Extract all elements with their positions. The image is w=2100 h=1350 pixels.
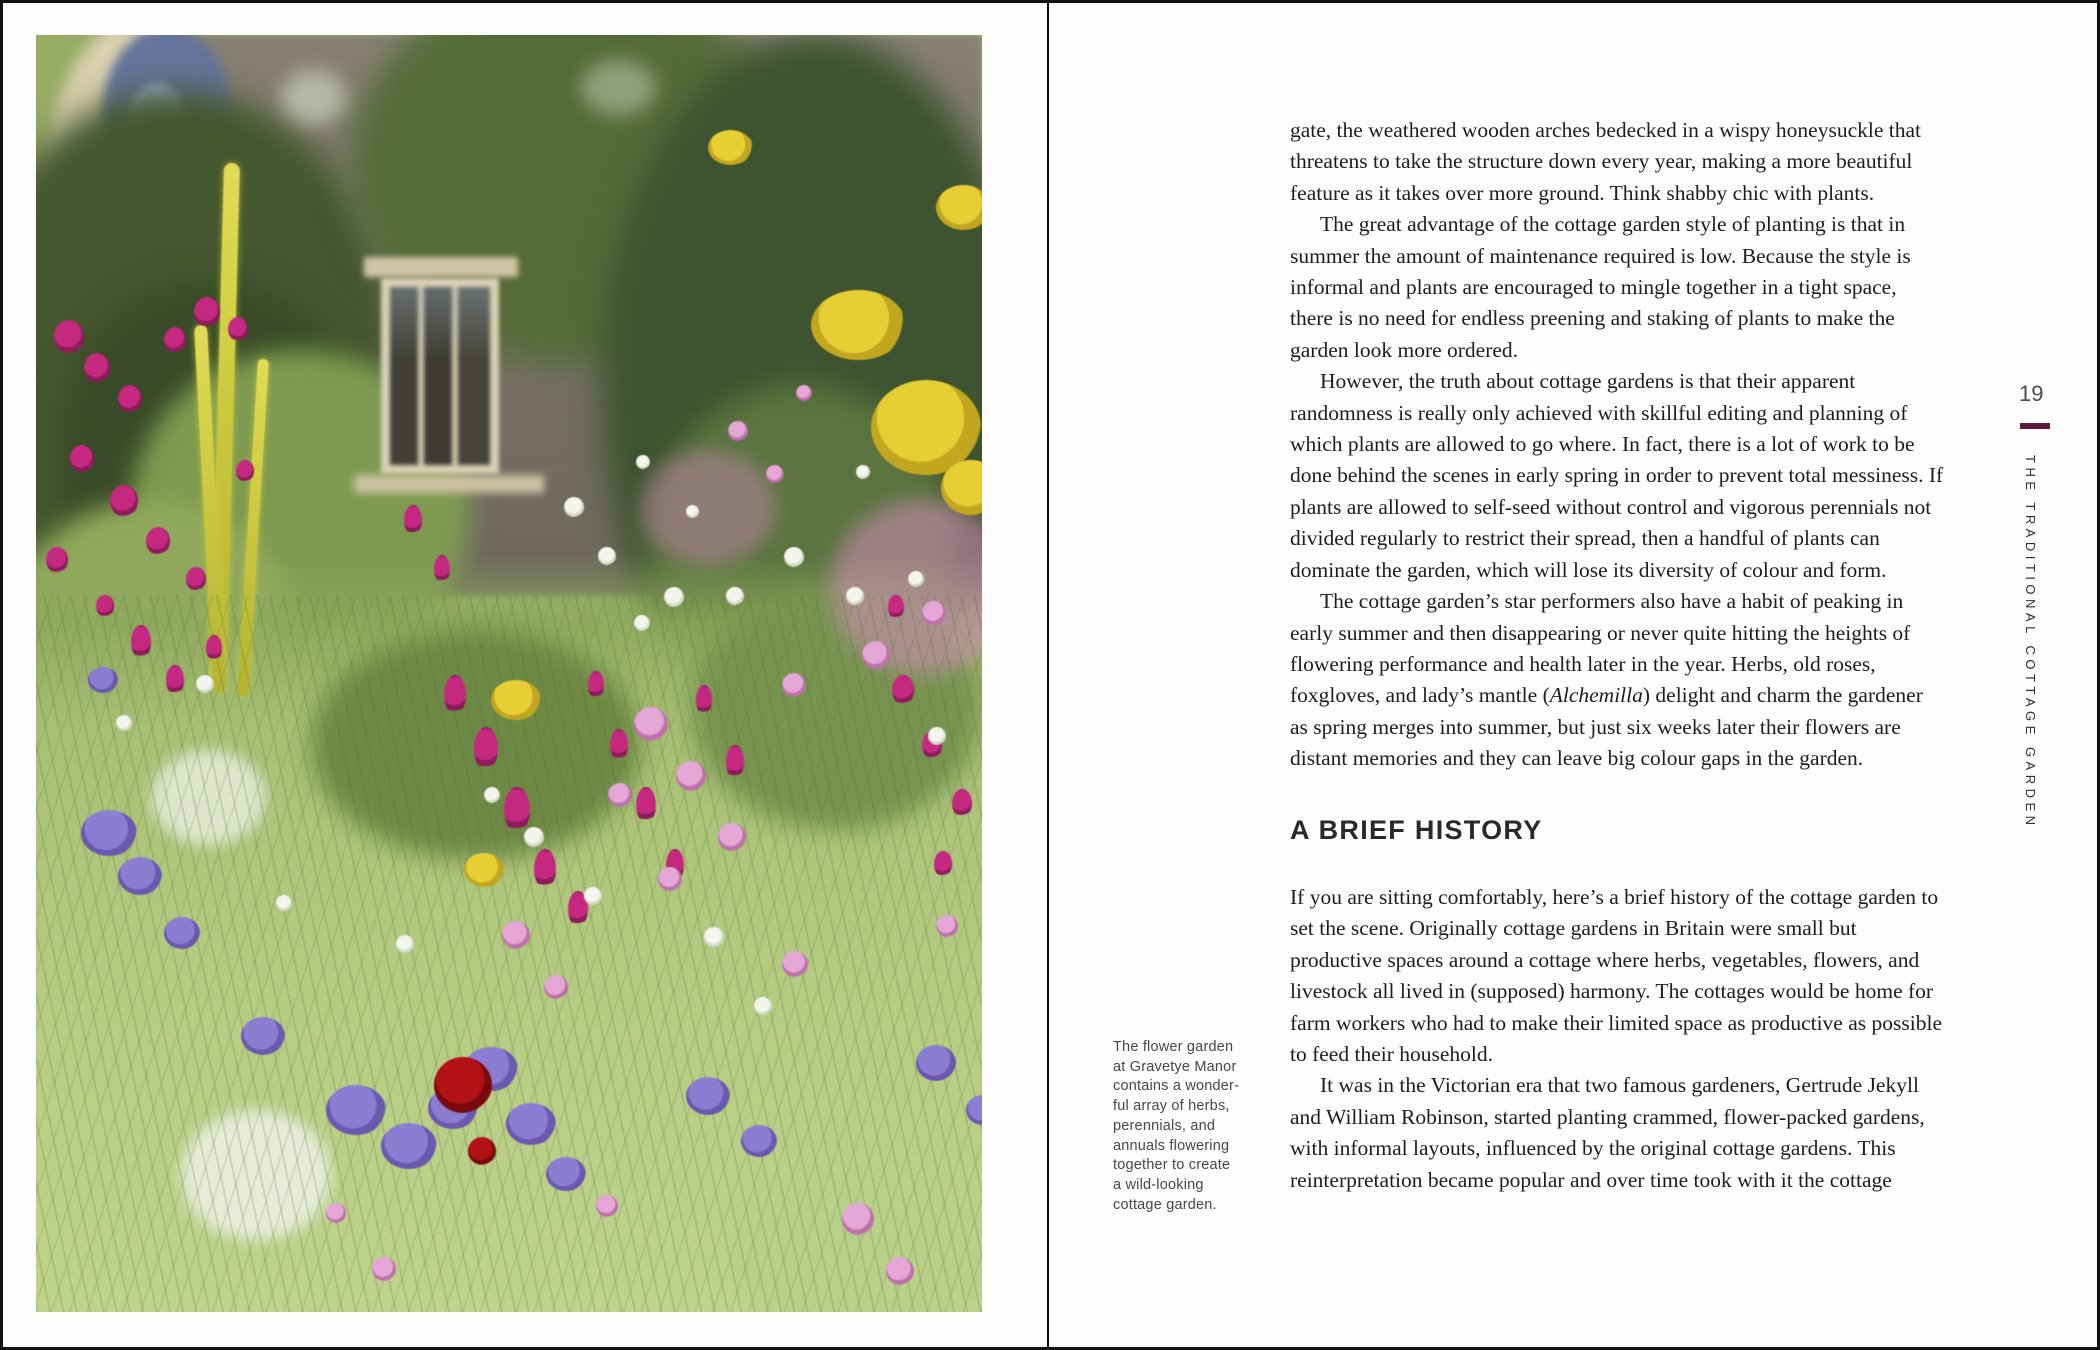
photo-detail	[892, 675, 914, 705]
photo-detail	[842, 1203, 874, 1235]
photo-detail	[54, 320, 84, 354]
photo-detail	[584, 887, 602, 905]
photo-detail	[146, 527, 170, 555]
photo-detail	[444, 675, 466, 715]
photo-caption-line: contains a wonder-	[1113, 1078, 1240, 1095]
body-paragraph: However, the truth about cottage gardens is that their apparent randomness is really only achieved with skillful editing and planning of which plants are allowed to go where. In fact, there is a lot of work to be done behind the scenes in early spring in order to prevent total messiness. If plants are allowed to self-seed without control and vigorous perennials not divided regularly to restrict their spread, then a handful of plants can dominate the garden, which will lose its diversity of colour and form.	[1290, 369, 1944, 582]
photo-detail	[534, 849, 556, 889]
photo-detail	[686, 505, 699, 518]
photo-detail	[634, 707, 668, 741]
photo-detail	[641, 450, 776, 565]
photo-detail	[276, 895, 292, 911]
photo-detail	[506, 1103, 556, 1145]
photo-detail	[236, 460, 254, 482]
photo-detail	[856, 465, 870, 479]
photo-detail	[636, 455, 650, 469]
photo-detail	[922, 601, 946, 625]
photo-detail	[491, 680, 541, 720]
chapter-title-vertical: THE TRADITIONAL COTTAGE GARDEN	[2023, 455, 2038, 830]
photo-detail	[581, 60, 656, 115]
photo-detail	[166, 665, 184, 695]
photo-detail	[206, 635, 222, 661]
photo-detail	[326, 1203, 346, 1223]
photo-detail	[194, 297, 220, 327]
garden-photo	[36, 35, 982, 1312]
photo-detail	[588, 671, 604, 699]
photo-detail	[704, 927, 724, 947]
latin-plant-name: Alchemilla	[1549, 683, 1643, 708]
photo-detail	[281, 70, 346, 125]
photo-detail	[186, 567, 206, 591]
photo-window	[381, 278, 499, 474]
photo-detail	[952, 789, 972, 817]
photo-detail	[484, 787, 500, 803]
photo-detail	[468, 1137, 496, 1165]
photo-detail	[434, 1057, 492, 1113]
photo-detail	[726, 745, 744, 779]
photo-detail	[676, 761, 706, 791]
photo-detail	[396, 935, 414, 953]
section-heading: A BRIEF HISTORY	[1290, 814, 1543, 845]
photo-detail	[886, 1257, 914, 1285]
photo-window-ledge	[354, 475, 544, 493]
photo-detail	[46, 547, 68, 573]
photo-detail	[164, 327, 186, 353]
photo-detail	[404, 505, 422, 535]
photo-detail	[524, 827, 544, 847]
photo-detail	[862, 641, 890, 669]
photo-detail	[696, 685, 712, 715]
photo-caption-line: perennials, and	[1113, 1117, 1216, 1134]
body-paragraph: It was in the Victorian era that two famous gardeners, Gertrude Jekyll and William Robinson, started planting crammed, flower-packed gardens, with informal layouts, influenced by the original cottage gardens. This reinterpretation became popular and over time took with it the cottage	[1290, 1073, 1925, 1192]
photo-detail	[84, 353, 110, 383]
photo-caption-line: cottage garden.	[1113, 1196, 1217, 1213]
photo-detail	[782, 673, 806, 697]
photo-detail	[504, 787, 530, 833]
photo-detail	[110, 485, 138, 517]
photo-detail	[474, 727, 498, 771]
photo-detail	[118, 385, 142, 413]
photo-detail	[372, 1257, 396, 1281]
photo-detail	[782, 951, 808, 977]
photo-detail	[796, 385, 812, 401]
photo-detail	[664, 587, 684, 607]
photo-detail	[846, 587, 864, 605]
photo-caption-line: together to create	[1113, 1157, 1231, 1174]
photo-detail	[598, 547, 616, 565]
photo-detail	[718, 823, 746, 851]
photo-detail	[96, 595, 114, 617]
photo-detail	[708, 130, 753, 165]
body-paragraph: The cottage garden’s star performers also have a habit of peaking in early summer and then disappearing or never quite hitting the heights of flowering performance and health later in the year. Herbs, old roses, foxgloves, and lady’s mantle (Alchemilla) delight and charm the gardener as spring merges into summer, but just six weeks later their flowers are distant memories and they can leave big colour gaps in the garden.	[1290, 589, 1923, 771]
photo-detail	[658, 867, 682, 891]
photo-detail	[934, 851, 952, 877]
photo-detail	[544, 975, 568, 999]
photo-detail	[381, 1123, 437, 1169]
photo-detail	[754, 997, 772, 1015]
photo-detail	[936, 915, 958, 937]
photo-detail	[936, 185, 982, 230]
photo-detail	[686, 1077, 730, 1115]
page-number-rule	[2020, 423, 2050, 429]
body-paragraph: gate, the weathered wooden arches bedecked in a wispy honeysuckle that threatens to take the structure down every year, making a more beautiful feature as it takes over more ground. Think shabby chic with plants.	[1290, 118, 1922, 205]
photo-caption-line: ful array of herbs,	[1113, 1098, 1230, 1115]
photo-detail	[916, 1045, 956, 1081]
photo-detail	[228, 317, 248, 341]
photo-caption-line: annuals flowering	[1113, 1137, 1230, 1154]
photo-detail	[784, 547, 804, 567]
photo-detail	[164, 917, 200, 949]
photo-caption-line: a wild-looking	[1113, 1176, 1204, 1193]
photo-detail	[634, 615, 650, 631]
photo-caption-line: The flower garden	[1113, 1039, 1234, 1055]
photo-window-lintel	[364, 257, 518, 277]
photo-detail	[70, 445, 94, 473]
photo-detail	[564, 497, 584, 517]
photo-detail	[908, 571, 924, 587]
article-text	[1290, 115, 1944, 1196]
photo-detail	[434, 555, 450, 583]
page-spine-divider	[1047, 3, 1049, 1347]
photo-detail	[464, 853, 504, 887]
photo-detail	[546, 1157, 586, 1191]
page-number: 19	[2019, 381, 2044, 406]
photo-detail	[118, 857, 162, 895]
photo-detail	[241, 1017, 285, 1055]
photo-caption-line: at Gravetye Manor	[1113, 1058, 1237, 1075]
photo-caption	[1113, 1038, 1253, 1215]
photo-detail	[88, 667, 118, 693]
photo-detail	[811, 290, 906, 360]
body-paragraph: If you are sitting comfortably, here’s a brief history of the cottage garden to set the scene. Originally cottage gardens in Britain were small but productive spaces around a cottage where herbs, vegetables, flowers, and livestock all lived in (supposed) harmony. The cottages would be home for farm workers who had to make their limited space as productive as possible to feed their household.	[1290, 884, 1942, 1066]
photo-detail	[326, 1085, 386, 1135]
photo-detail	[928, 727, 946, 745]
photo-detail	[502, 921, 530, 949]
photo-detail	[196, 675, 214, 693]
photo-detail	[636, 787, 656, 823]
photo-detail	[610, 729, 628, 761]
photo-detail	[888, 595, 904, 619]
photo-detail	[766, 465, 784, 483]
photo-detail	[81, 810, 137, 856]
photo-detail	[608, 783, 632, 807]
photo-detail	[116, 715, 132, 731]
photo-detail	[741, 1125, 777, 1157]
photo-detail	[726, 587, 744, 605]
photo-detail	[728, 421, 748, 441]
body-paragraph: The great advantage of the cottage garden style of planting is that in summer the amount of maintenance required is low. Because the style is informal and plants are encouraged to mingle together in a tight space, there is no need for endless preening and staking of plants to make the garden look more ordered.	[1290, 212, 1911, 362]
photo-detail	[596, 1195, 618, 1217]
photo-detail	[131, 625, 151, 659]
